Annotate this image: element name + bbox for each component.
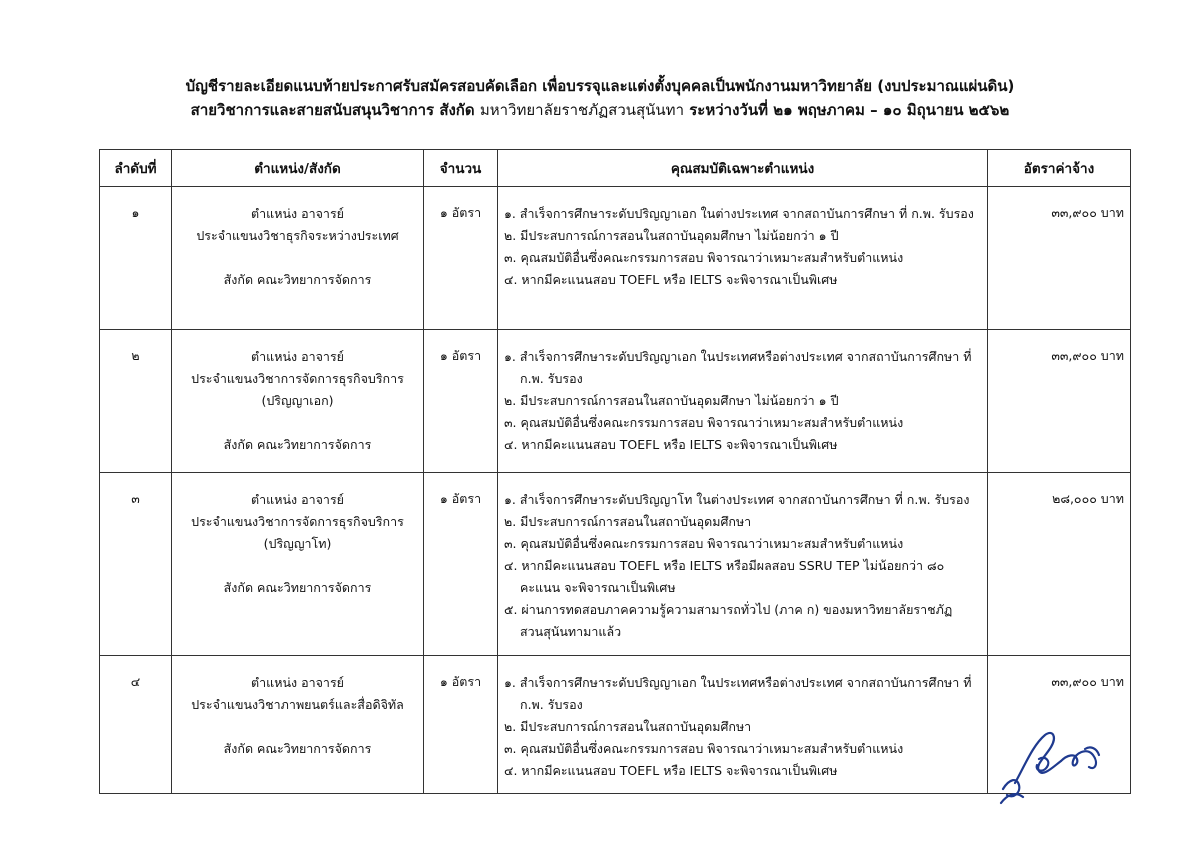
row-qualifications [498, 473, 988, 656]
heading-date-range: ระหว่างวันที่ ๒๑ พฤษภาคม – ๑๐ มิถุนายน ๒๕๖๒ [689, 101, 1010, 119]
document-heading [0, 74, 1200, 122]
position-affiliation: สังกัด คณะวิทยาการจัดการ [223, 272, 372, 287]
header-position: ตำแหน่ง/สังกัด [172, 150, 424, 187]
row-order: ๑ [100, 187, 172, 330]
position-title: ตำแหน่ง อาจารย์ [251, 675, 344, 690]
position-branch: ประจำแขนงวิชาธุรกิจระหว่างประเทศ [196, 228, 399, 243]
table-row [100, 656, 1131, 794]
header-count: จำนวน [424, 150, 498, 187]
header-qualifications: คุณสมบัติเฉพาะตำแหน่ง [498, 150, 988, 187]
position-affiliation: สังกัด คณะวิทยาการจัดการ [223, 580, 372, 595]
row-position-cell [172, 656, 424, 794]
row-rate: ๓๓,๙๐๐ บาท [988, 330, 1131, 473]
qualification-item: ๑. สำเร็จการศึกษาระดับปริญญาเอก ในประเทศหรือต่างประเทศ จากสถาบันการศึกษา ที่ ก.พ. รับรอง [504, 349, 972, 386]
row-position-cell [172, 187, 424, 330]
table-header-row [100, 150, 1131, 187]
qualification-item: ๕. ผ่านการทดสอบภาคความรู้ความสามารถทั่วไป (ภาค ก) ของมหาวิทยาลัยราชภัฏสวนสุนันทามาแล้ว [504, 602, 953, 639]
table-row [100, 187, 1131, 330]
heading-line-2-part-a: สายวิชาการและสายสนับสนุนวิชาการ สังกัด [190, 101, 475, 119]
row-count: ๑ อัตรา [424, 330, 498, 473]
header-order: ลำดับที่ [100, 150, 172, 187]
position-degree: (ปริญญาโท) [263, 536, 332, 551]
position-branch: ประจำแขนงวิชาภาพยนตร์และสื่อดิจิทัล [191, 697, 404, 712]
heading-line-1: บัญชีรายละเอียดแนบท้ายประกาศรับสมัครสอบคัดเลือก เพื่อบรรจุและแต่งตั้งบุคคลเป็นพนักงานมหาวิทยาลัย (งบประมาณแผ่นดิน) [185, 77, 1015, 95]
qualification-item: ๓. คุณสมบัติอื่นซึ่งคณะกรรมการสอบ พิจารณาว่าเหมาะสมสำหรับตำแหน่ง [504, 536, 904, 551]
row-count: ๑ อัตรา [424, 656, 498, 794]
qualification-item: ๒. มีประสบการณ์การสอนในสถาบันอุดมศึกษา ไม่น้อยกว่า ๑ ปี [504, 228, 839, 243]
position-title: ตำแหน่ง อาจารย์ [251, 492, 344, 507]
qualification-item: ๒. มีประสบการณ์การสอนในสถาบันอุดมศึกษา ไม่น้อยกว่า ๑ ปี [504, 393, 839, 408]
row-position-cell [172, 473, 424, 656]
heading-university: มหาวิทยาลัยราชภัฏสวนสุนันทา [479, 101, 684, 119]
qualification-item: ๔. หากมีคะแนนสอบ TOEFL หรือ IELTS หรือมีผลสอบ SSRU TEP ไม่น้อยกว่า ๘๐ คะแนน จะพิจารณาเป็นพิเศษ [504, 558, 945, 595]
header-rate: อัตราค่าจ้าง [988, 150, 1131, 187]
qualification-item: ๒. มีประสบการณ์การสอนในสถาบันอุดมศึกษา [504, 514, 752, 529]
position-affiliation: สังกัด คณะวิทยาการจัดการ [223, 437, 372, 452]
row-position-cell [172, 330, 424, 473]
qualification-item: ๓. คุณสมบัติอื่นซึ่งคณะกรรมการสอบ พิจารณาว่าเหมาะสมสำหรับตำแหน่ง [504, 415, 904, 430]
qualification-item: ๔. หากมีคะแนนสอบ TOEFL หรือ IELTS จะพิจารณาเป็นพิเศษ [504, 763, 838, 778]
row-qualifications [498, 187, 988, 330]
row-rate: ๓๓,๙๐๐ บาท [988, 187, 1131, 330]
qualification-item: ๑. สำเร็จการศึกษาระดับปริญญาเอก ในประเทศหรือต่างประเทศ จากสถาบันการศึกษา ที่ ก.พ. รับรอง [504, 675, 972, 712]
qualification-item: ๑. สำเร็จการศึกษาระดับปริญญาโท ในต่างประเทศ จากสถาบันการศึกษา ที่ ก.พ. รับรอง [504, 492, 970, 507]
row-order: ๓ [100, 473, 172, 656]
qualification-item: ๓. คุณสมบัติอื่นซึ่งคณะกรรมการสอบ พิจารณาว่าเหมาะสมสำหรับตำแหน่ง [504, 741, 904, 756]
table-row [100, 330, 1131, 473]
position-title: ตำแหน่ง อาจารย์ [251, 349, 344, 364]
table-row [100, 473, 1131, 656]
qualification-item: ๓. คุณสมบัติอื่นซึ่งคณะกรรมการสอบ พิจารณาว่าเหมาะสมสำหรับตำแหน่ง [504, 250, 904, 265]
heading-line-2 [0, 98, 1200, 122]
row-order: ๒ [100, 330, 172, 473]
row-qualifications [498, 656, 988, 794]
row-rate: ๓๓,๙๐๐ บาท [988, 656, 1131, 794]
qualification-item: ๑. สำเร็จการศึกษาระดับปริญญาเอก ในต่างประเทศ จากสถาบันการศึกษา ที่ ก.พ. รับรอง [504, 206, 974, 221]
position-affiliation: สังกัด คณะวิทยาการจัดการ [223, 741, 372, 756]
row-rate: ๒๘,๐๐๐ บาท [988, 473, 1131, 656]
position-branch: ประจำแขนงวิชาการจัดการธุรกิจบริการ [191, 371, 404, 386]
position-branch: ประจำแขนงวิชาการจัดการธุรกิจบริการ [191, 514, 404, 529]
row-order: ๔ [100, 656, 172, 794]
position-title: ตำแหน่ง อาจารย์ [251, 206, 344, 221]
qualification-item: ๔. หากมีคะแนนสอบ TOEFL หรือ IELTS จะพิจารณาเป็นพิเศษ [504, 272, 838, 287]
positions-table [99, 149, 1131, 794]
row-qualifications [498, 330, 988, 473]
row-count: ๑ อัตรา [424, 473, 498, 656]
row-count: ๑ อัตรา [424, 187, 498, 330]
position-degree: (ปริญญาเอก) [261, 393, 334, 408]
signature-icon [995, 725, 1105, 805]
qualification-item: ๒. มีประสบการณ์การสอนในสถาบันอุดมศึกษา [504, 719, 752, 734]
qualification-item: ๔. หากมีคะแนนสอบ TOEFL หรือ IELTS จะพิจารณาเป็นพิเศษ [504, 437, 838, 452]
